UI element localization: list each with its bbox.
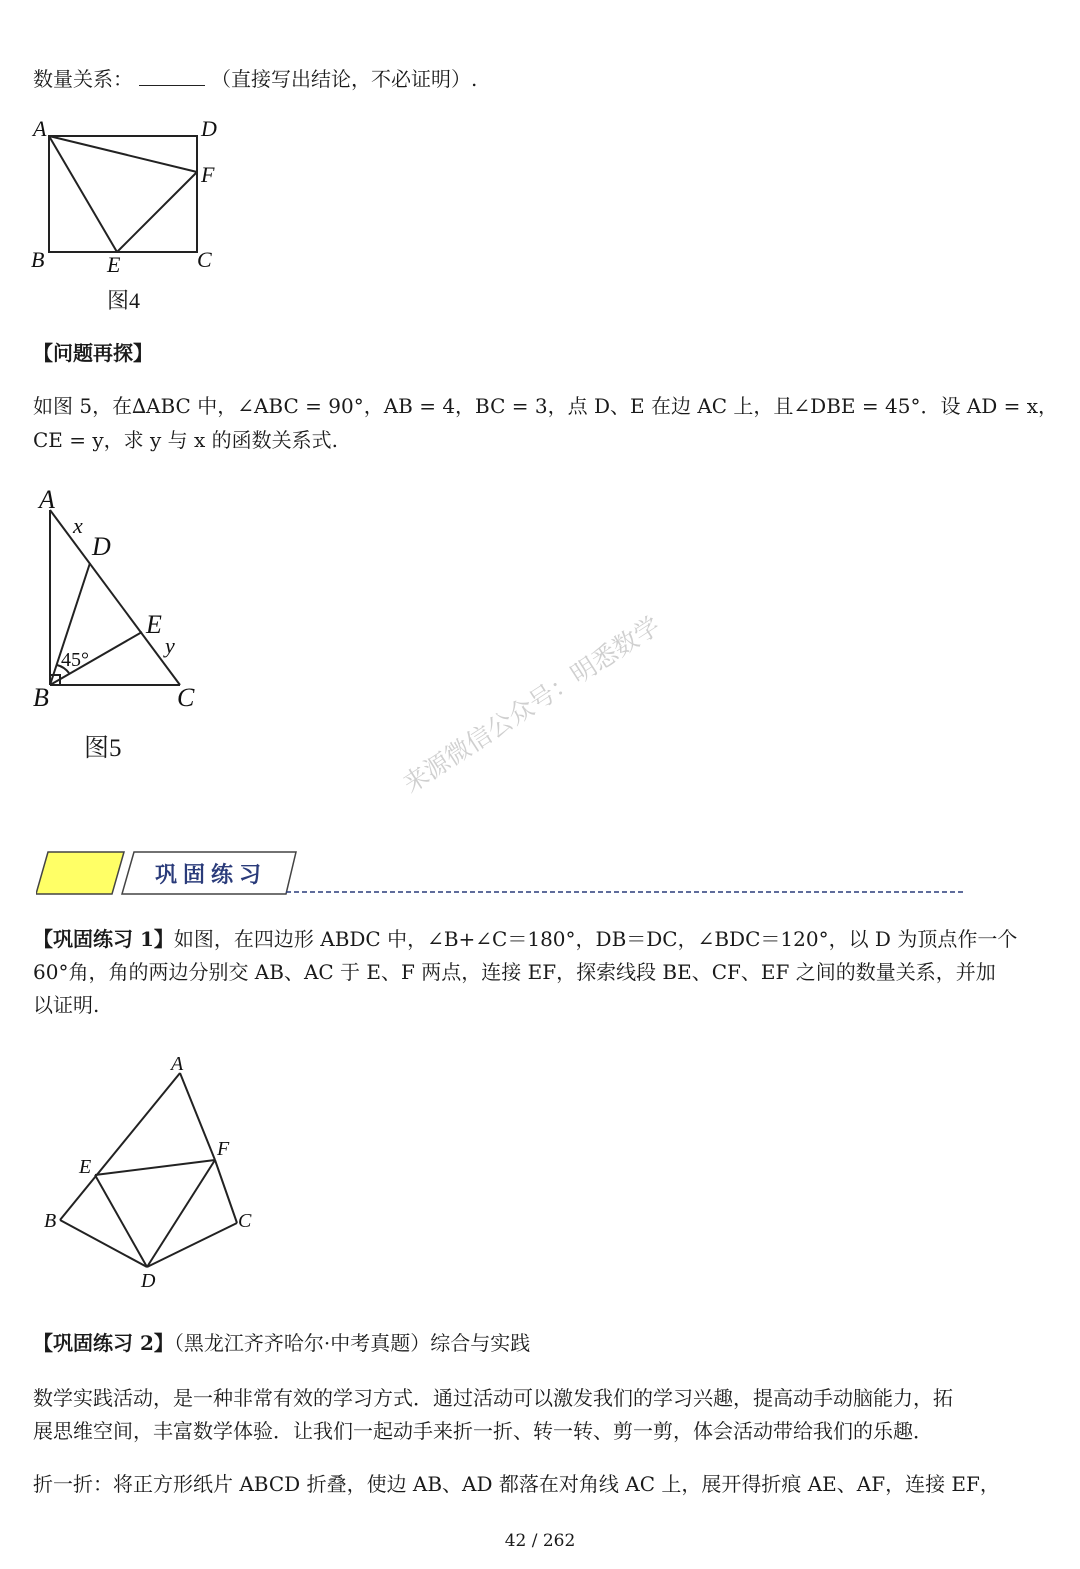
- ex1-label-d: D: [141, 1270, 156, 1292]
- fig4-label-e: E: [107, 252, 121, 277]
- exercise-2-title-line: [33, 1326, 530, 1360]
- fig4-label-c: C: [197, 247, 212, 272]
- ex1-label-f: F: [217, 1138, 230, 1160]
- ex1-label-e: E: [79, 1156, 92, 1178]
- exercise-1-text-1: 如图，在四边形 ABDC 中，∠B+∠C＝180°，DB＝DC，∠BDC＝120°，以 D 为顶点作一个: [173, 927, 1018, 951]
- problem-rethink-heading: 【问题再探】: [33, 341, 153, 365]
- exercise-1-heading: 【巩固练习 1】: [33, 927, 174, 951]
- fig5-label-e: E: [146, 610, 162, 639]
- ex1-label-b: B: [44, 1210, 57, 1232]
- figure-5: [25, 480, 225, 720]
- fig5-label-c: C: [177, 683, 195, 712]
- fig5-label-a: A: [39, 485, 55, 514]
- ex1-label-c: C: [238, 1210, 252, 1232]
- section-title: 巩固练习: [155, 863, 268, 888]
- conclusion-line: [33, 62, 477, 96]
- fig4-label-d: D: [201, 116, 217, 141]
- watermark: 来源微信公众号：明悉数学: [397, 610, 666, 799]
- fig4-label-a: A: [33, 116, 47, 141]
- page-number: 42 / 262: [504, 1531, 576, 1551]
- exercise-1-line-3: 以证明.: [33, 993, 100, 1017]
- conclusion-suffix: （直接写出结论，不必证明）.: [211, 67, 478, 91]
- exercise-2-source: （黑龙江齐齐哈尔·中考真题）综合与实践: [173, 1331, 531, 1355]
- figure-4-caption: 图4: [107, 288, 141, 313]
- figure-exercise-1: [35, 1045, 275, 1295]
- ex1-label-a: A: [171, 1053, 184, 1075]
- fig5-label-x: x: [73, 513, 83, 538]
- problem-rethink-line-1: 如图 5，在∆ABC 中，∠ABC = 90°，AB = 4，BC = 3，点 D、E 在边 AC 上，且∠DBE = 45°．设 AD = x，: [33, 394, 1059, 418]
- figure-4: [25, 112, 235, 282]
- fig5-angle-label: 45°: [61, 649, 89, 671]
- exercise-1-line-2: 60°角，角的两边分别交 AB、AC 于 E、F 两点，连接 EF，探索线段 BE、CF、EF 之间的数量关系，并加: [33, 960, 996, 984]
- fig4-label-f: F: [201, 162, 215, 187]
- exercise-1-line-1: [33, 922, 1017, 956]
- exercise-2-para-1-line-2: 展思维空间，丰富数学体验．让我们一起动手来折一折、转一转、剪一剪，体会活动带给我们的乐趣．: [33, 1419, 933, 1443]
- fig5-label-y: y: [165, 633, 175, 658]
- exercise-2-para-2: 折一折：将正方形纸片 ABCD 折叠，使边 AB、AD 都落在对角线 AC 上，展开得折痕 AE、AF，连接 EF，: [33, 1472, 1000, 1496]
- figure-5-caption: 图5: [84, 735, 122, 762]
- fig5-label-b: B: [33, 683, 49, 712]
- problem-rethink-line-2: CE = y，求 y 与 x 的函数关系式.: [33, 428, 339, 452]
- fig5-label-d: D: [92, 532, 111, 561]
- exercise-2-para-1-line-1: 数学实践活动，是一种非常有效的学习方式．通过活动可以激发我们的学习兴趣，提高动手动脑能力，拓: [33, 1386, 953, 1410]
- exercise-2-heading: 【巩固练习 2】: [33, 1331, 174, 1355]
- conclusion-prefix: 数量关系：: [33, 67, 133, 91]
- fig4-label-b: B: [31, 247, 45, 272]
- answer-blank: [139, 65, 205, 86]
